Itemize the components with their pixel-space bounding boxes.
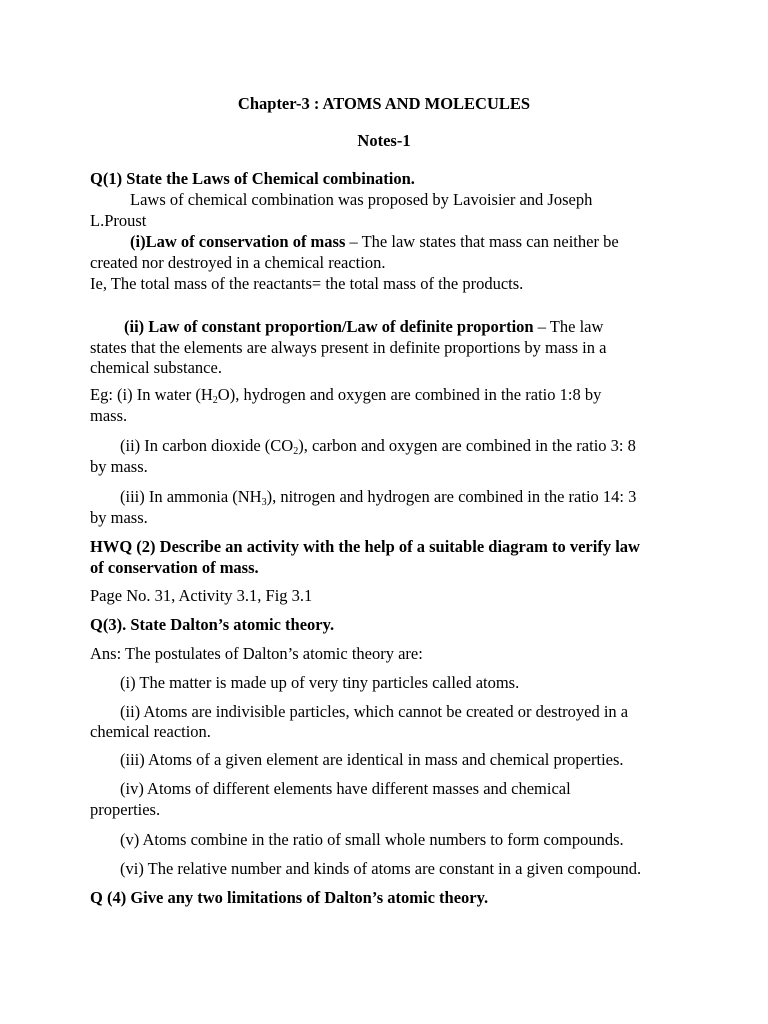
law1-line-1 — [130, 232, 619, 252]
example-co2 — [120, 436, 636, 456]
q1-intro-line-2: L.Proust — [90, 211, 147, 230]
law2-line-3: chemical substance. — [90, 358, 222, 377]
example-water-subscript: 2 — [212, 395, 218, 406]
law2-title: (ii) Law of constant proportion/Law of definite proportion — [124, 317, 534, 336]
postulate-4-line-2: properties. — [90, 800, 161, 819]
example-nh3-text-a: (iii) In ammonia (NH — [120, 487, 262, 506]
q4-heading: Q (4) Give any two limitations of Dalton’s atomic theory. — [90, 888, 489, 907]
example-nh3-subscript: 3 — [261, 497, 267, 508]
postulate-2-line-2: chemical reaction. — [90, 722, 211, 741]
example-co2-text-a: (ii) In carbon dioxide (CO — [120, 436, 294, 455]
law2-line-1 — [124, 317, 603, 337]
hwq2-heading-line-2: of conservation of mass. — [90, 558, 259, 577]
postulate-5: (v) Atoms combine in the ratio of small whole numbers to form compounds. — [120, 830, 624, 849]
example-co2-subscript: 2 — [293, 446, 299, 457]
law1-text: – The law states that mass can neither be — [345, 232, 619, 251]
postulate-4-line-1: (iv) Atoms of different elements have different masses and chemical — [120, 779, 571, 798]
example-co2-text-b: ), carbon and oxygen are combined in the ratio 3: 8 — [298, 436, 636, 455]
q3-answer-intro: Ans: The postulates of Dalton’s atomic theory are: — [90, 644, 423, 663]
example-water — [90, 385, 601, 405]
law2-line-2: states that the elements are always present in definite proportions by mass in a — [90, 338, 607, 357]
example-water-line-2: mass. — [90, 406, 128, 425]
example-water-text-a: Eg: (i) In water (H — [90, 385, 213, 404]
example-water-text-b: O), hydrogen and oxygen are combined in the ratio 1:8 by — [217, 385, 602, 404]
example-nh3 — [120, 487, 636, 507]
law1-line-3: Ie, The total mass of the reactants= the total mass of the products. — [90, 274, 524, 293]
hwq2-answer: Page No. 31, Activity 3.1, Fig 3.1 — [90, 586, 313, 605]
postulate-6: (vi) The relative number and kinds of atoms are constant in a given compound. — [120, 859, 642, 878]
example-co2-line-2: by mass. — [90, 457, 148, 476]
hwq2-heading-line-1: HWQ (2) Describe an activity with the help of a suitable diagram to verify law — [90, 537, 640, 556]
q3-heading: Q(3). State Dalton’s atomic theory. — [90, 615, 335, 634]
postulate-2-line-1: (ii) Atoms are indivisible particles, which cannot be created or destroyed in a — [120, 702, 629, 721]
q1-intro-line-1: Laws of chemical combination was proposed by Lavoisier and Joseph — [130, 190, 593, 209]
example-nh3-line-2: by mass. — [90, 508, 148, 527]
chapter-title: Chapter-3 : ATOMS AND MOLECULES — [237, 94, 531, 113]
law1-title: (i)Law of conservation of mass — [130, 232, 346, 251]
postulate-1: (i) The matter is made up of very tiny particles called atoms. — [120, 673, 520, 692]
postulate-3: (iii) Atoms of a given element are identical in mass and chemical properties. — [120, 750, 624, 769]
q1-heading: Q(1) State the Laws of Chemical combination. — [90, 169, 415, 188]
notes-subtitle: Notes-1 — [357, 131, 411, 150]
law1-line-2: created nor destroyed in a chemical reaction. — [90, 253, 386, 272]
law2-text: – The law — [533, 317, 604, 336]
example-nh3-text-b: ), nitrogen and hydrogen are combined in the ratio 14: 3 — [266, 487, 637, 506]
